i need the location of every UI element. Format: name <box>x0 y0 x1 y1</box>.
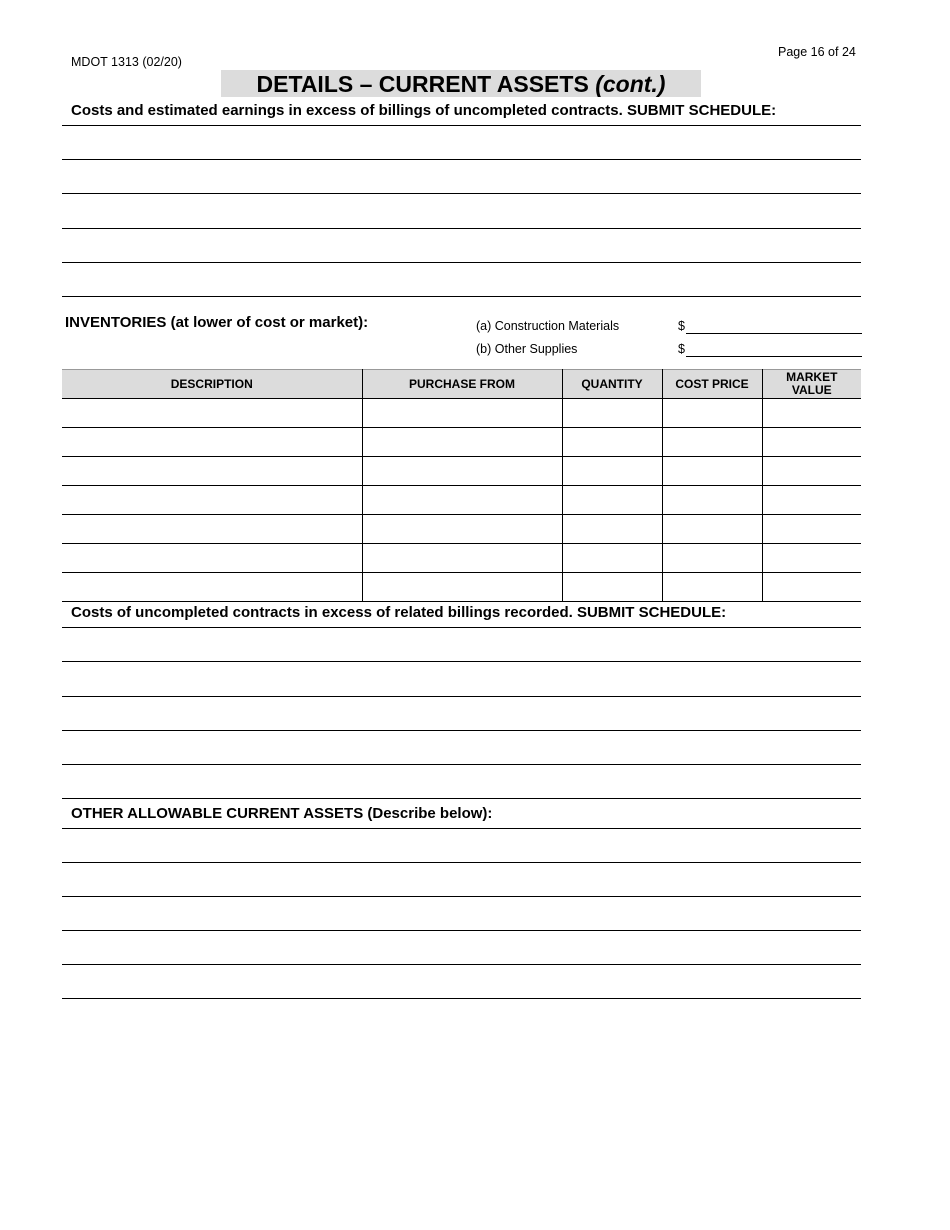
inventories-heading: INVENTORIES (at lower of cost or market): <box>65 314 369 331</box>
table-row <box>62 428 861 457</box>
table-cell[interactable] <box>562 399 662 428</box>
table-row <box>62 573 861 602</box>
table-cell[interactable] <box>62 486 362 515</box>
page-title-main: DETAILS – CURRENT ASSETS <box>256 71 596 97</box>
table-cell[interactable] <box>662 544 762 573</box>
schedule-line[interactable] <box>62 296 861 297</box>
table-cell[interactable] <box>62 573 362 602</box>
column-header-description: DESCRIPTION <box>62 370 362 399</box>
schedule-line[interactable] <box>62 159 861 160</box>
table-cell[interactable] <box>362 544 562 573</box>
table-cell[interactable] <box>562 486 662 515</box>
schedule-line[interactable] <box>62 262 861 263</box>
construction-materials-field[interactable] <box>686 333 862 334</box>
description-line[interactable] <box>62 964 861 965</box>
column-header-purchase-from: PURCHASE FROM <box>362 370 562 399</box>
schedule-line[interactable] <box>62 193 861 194</box>
table-row <box>62 399 861 428</box>
table-cell[interactable] <box>62 457 362 486</box>
table-cell[interactable] <box>562 573 662 602</box>
column-header-quantity: QUANTITY <box>562 370 662 399</box>
table-cell[interactable] <box>662 428 762 457</box>
other-supplies-label: (b) Other Supplies <box>476 342 578 356</box>
table-cell[interactable] <box>762 573 861 602</box>
table-cell[interactable] <box>662 486 762 515</box>
table-cell[interactable] <box>62 428 362 457</box>
table-row <box>62 457 861 486</box>
description-line[interactable] <box>62 930 861 931</box>
schedule-line[interactable] <box>62 661 861 662</box>
table-cell[interactable] <box>562 428 662 457</box>
table-cell[interactable] <box>362 457 562 486</box>
section-divider <box>62 828 861 829</box>
table-row <box>62 515 861 544</box>
construction-materials-label: (a) Construction Materials <box>476 319 620 333</box>
table-cell[interactable] <box>762 486 861 515</box>
table-cell[interactable] <box>362 573 562 602</box>
costs-earnings-heading: Costs and estimated earnings in excess of billings of uncompleted contracts. SUBMIT SCHEDULE: <box>71 102 777 119</box>
table-cell[interactable] <box>562 515 662 544</box>
table-cell[interactable] <box>62 544 362 573</box>
table-cell[interactable] <box>662 457 762 486</box>
table-cell[interactable] <box>662 515 762 544</box>
table-cell[interactable] <box>562 457 662 486</box>
section-divider <box>62 125 861 126</box>
table-cell[interactable] <box>762 515 861 544</box>
table-cell[interactable] <box>562 544 662 573</box>
schedule-line[interactable] <box>62 696 861 697</box>
table-cell[interactable] <box>362 428 562 457</box>
construction-currency: $ <box>678 319 685 333</box>
table-row <box>62 544 861 573</box>
table-cell[interactable] <box>362 486 562 515</box>
table-cell[interactable] <box>762 399 861 428</box>
column-header-market-value: MARKET VALUE <box>762 370 861 399</box>
costs-uncompleted-heading: Costs of uncompleted contracts in excess of related billings recorded. SUBMIT SCHEDULE: <box>71 604 727 621</box>
schedule-line[interactable] <box>62 228 861 229</box>
other-supplies-field[interactable] <box>686 356 862 357</box>
table-cell[interactable] <box>762 457 861 486</box>
table-cell[interactable] <box>362 515 562 544</box>
schedule-line[interactable] <box>62 798 861 799</box>
page-title <box>221 70 701 97</box>
description-line[interactable] <box>62 998 861 999</box>
schedule-line[interactable] <box>62 764 861 765</box>
page-title-italic: (cont.) <box>595 71 666 97</box>
other-assets-heading: OTHER ALLOWABLE CURRENT ASSETS (Describe below): <box>71 805 493 822</box>
table-cell[interactable] <box>62 515 362 544</box>
table-cell[interactable] <box>362 399 562 428</box>
section-divider <box>62 627 861 628</box>
description-line[interactable] <box>62 862 861 863</box>
table-cell[interactable] <box>662 399 762 428</box>
schedule-line[interactable] <box>62 730 861 731</box>
other-currency: $ <box>678 342 685 356</box>
column-header-cost-price: COST PRICE <box>662 370 762 399</box>
table-cell[interactable] <box>762 544 861 573</box>
inventory-table <box>62 369 861 602</box>
table-row <box>62 486 861 515</box>
table-cell[interactable] <box>662 573 762 602</box>
table-header-row <box>62 370 861 399</box>
table-cell[interactable] <box>762 428 861 457</box>
table-cell[interactable] <box>62 399 362 428</box>
description-line[interactable] <box>62 896 861 897</box>
page-number: Page 16 of 24 <box>778 45 856 59</box>
form-id: MDOT 1313 (02/20) <box>71 55 182 69</box>
